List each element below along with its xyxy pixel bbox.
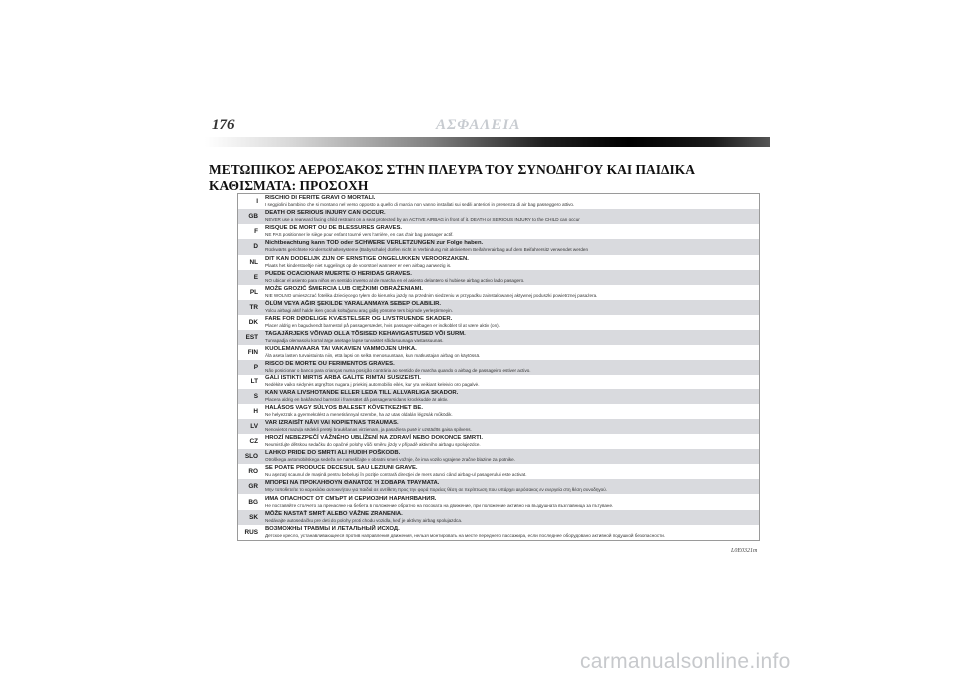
warning-heading: LAHKO PRIDE DO SMRTI ALI HUDIH POŠKODB. <box>265 450 401 457</box>
warning-detail: Rückwärts gerichtete Kinderrückhaltesysteme (Babyschale) dürfen nicht in Verbindung mit aktiviertem Beifahrerairbag auf dem Beifahrersitz verwendet werden <box>265 247 588 253</box>
section-title: ΜΕΤΩΠΙΚΟΣ ΑΕΡΟΣΑΚΟΣ ΣΤΗΝ ΠΛΕΥΡΑ ΤΟΥ ΣΥΝΟΔΗΓΟΥ ΚΑΙ ΠΑΙΔΙΚΑ ΚΑΘΙΣΜΑΤΑ: ΠΡΟΣΟΧΗ <box>209 162 695 193</box>
warning-detail: Ne helyezzük a gyermekülést a menetiránnyal szembe, ha az utas oldalán légzsák működik. <box>265 412 453 418</box>
warning-text <box>260 224 759 239</box>
warning-row-pl <box>238 285 759 300</box>
warning-row-d <box>238 239 759 255</box>
warning-row-slo <box>238 449 759 464</box>
warning-text <box>260 389 759 404</box>
warning-detail: Turvapadja olemasolu korral ärge asetage lapse turvaistet sõidusuunaga vastassuunas. <box>265 337 444 343</box>
warning-row-dk <box>238 315 759 330</box>
warning-row-rus <box>238 525 759 540</box>
warning-row-cz <box>238 434 759 449</box>
warning-heading: RISCHIO DI FERITE GRAVI O MORTALI. <box>265 194 376 201</box>
language-code: DK <box>248 318 258 326</box>
header-rule <box>205 137 770 147</box>
warning-text <box>260 345 759 360</box>
warning-heading: MOŻE GROZIĆ ŚMIERCIA LUB CIĘŻKIMI OBRAŻENIAMI. <box>265 285 423 292</box>
language-code: TR <box>249 303 258 311</box>
watermark[interactable]: carmanualsonline.info <box>580 650 791 673</box>
language-code: FIN <box>247 348 258 356</box>
warning-detail: Plaats het kinderstoeltje niet ruggelings op de voorstoel wanneer er een airbag aanwezig is. <box>265 262 452 268</box>
warning-heading: KUOLEMANVAARA TAI VAKAVIEN VAMMOJEN UHKA. <box>265 345 417 352</box>
language-code: CZ <box>249 438 258 446</box>
language-code: S <box>253 393 258 401</box>
warning-detail: Μην τοποθετείτε το καρεκλάκι αυτοκινήτου για παιδιά σε αντίθετη προς την φορά πορείας θέση σε περίπτωση που υπάρχει αερόσακος εν ενεργεία στη θέση συνοδηγού. <box>265 487 608 493</box>
language-code: F <box>254 227 258 235</box>
warning-row-gr <box>238 479 759 494</box>
language-code: EST <box>245 333 258 341</box>
warning-detail: Neumisťujte dětskou sedačku do opačné polohy vůči směru jízdy v případě aktivního airbagu spolujezdce. <box>265 442 481 448</box>
warning-text <box>260 375 759 390</box>
warning-detail: NO ubicar el asiento para niños en sentido inverso al de marcha en el asiento delantero si hubiese airbag activo lado pasagero. <box>265 277 525 283</box>
warning-heading: SE POATE PRODUCE DECESUL SAU LEZIUNI GRAVE. <box>265 465 418 472</box>
warning-row-tr <box>238 300 759 315</box>
warning-text <box>260 360 759 375</box>
warning-heading: MÔŽE NASTAŤ SMRŤ ALEBO VÁŽNE ZRANENIA. <box>265 511 403 518</box>
warning-text <box>260 270 759 285</box>
warning-detail: I seggiolini bambino che si montano nel verso opposto a quello di marcia non vanno installati sui sedili anteriori in presenza di air bag passeggero attivo. <box>265 201 575 207</box>
warning-row-sk <box>238 510 759 525</box>
language-code: I <box>256 197 258 205</box>
warning-text <box>260 464 759 479</box>
warning-detail: NE PAS positionner le siège pour enfant tourné vers l'arrière, en cas d'air bag passager actif. <box>265 231 454 237</box>
warning-heading: VAR IZRAISĪT NĀVI VAI NOPIETNAS TRAUMAS. <box>265 420 399 427</box>
warning-text <box>260 255 759 270</box>
warning-heading: DEATH OR SERIOUS INJURY CAN OCCUR. <box>265 209 386 216</box>
warning-heading: DIT KAN DODELIJK ZIJN OF ERNSTIGE ONGELUKKEN VEROORZAKEN. <box>265 255 469 262</box>
warning-text <box>260 315 759 330</box>
header-title: ΑΣΦΑΛΕΙΑ <box>436 117 521 133</box>
page-number: 176 <box>212 117 235 133</box>
warning-text <box>260 300 759 315</box>
warning-heading: ÖLÜM VEYA AĞIR ŞEKILDE YARALANMAYA SEBEP OLABILIR. <box>265 300 441 307</box>
warning-detail: NIE WOLNO umieszczać fotelika dziecięcego tyłem do kierunku jazdy na przednim siedzeniu w przypadku zainstalowanej aktywnej poduszki powietrznej pasażera. <box>265 292 598 298</box>
warning-row-i <box>238 194 759 209</box>
warning-row-bg <box>238 494 759 510</box>
language-code: D <box>253 243 258 251</box>
language-code: SLO <box>244 453 258 461</box>
warning-detail: Placera aldrig en bakåtvänd barnstol i framsätet då passagerarsidans krockkudde är aktiv. <box>265 397 448 403</box>
warning-text <box>260 209 759 224</box>
figure-reference: L0E0321m <box>731 548 758 554</box>
warning-text <box>260 434 759 449</box>
warning-text <box>260 404 759 419</box>
warning-detail: Детское кресло, устанавливающееся против направления движения, нельзя монтировать на месте переднего пассажира, если последнее оборудовано активной подушкой безопасности. <box>265 533 666 539</box>
warning-row-ro <box>238 464 759 479</box>
warning-row-e <box>238 270 759 285</box>
language-code: PL <box>249 288 258 296</box>
warning-detail: Не поставяйте столчето за пренасяне на бебета в положение обратно на посоката на движение, при положение активно на въздушната възглавница за пътуване. <box>265 502 614 508</box>
warning-text <box>260 479 759 494</box>
warning-heading: GALI IŠTIKTI MIRTIS ARBA GALITE RIMTAI SUSIŽEISTI. <box>265 375 421 382</box>
warning-row-h <box>238 404 759 419</box>
warning-heading: PUEDE OCACIONAR MUERTE O HERIDAS GRAVES. <box>265 270 412 277</box>
warning-row-gb <box>238 209 759 224</box>
language-code: RUS <box>244 529 258 537</box>
warning-detail: NEVER use a rearward facing child restraint on a seat protected by an ACTIVE AIRBAG in front of it. DEATH or SERIOUS INJURY to the CHILD can occur <box>265 216 580 222</box>
warning-detail: Älä aseta lasten turvaistuinta niin, että lapsi on selkä menosuuntaan, kun matkustajan airbag on käytössä. <box>265 352 481 358</box>
warning-row-lt <box>238 375 759 390</box>
warning-heading: ВОЗМОЖНЫ ТРАВМЫ И ЛЕТАЛЬНЫЙ ИСХОД. <box>265 526 400 533</box>
warning-row-lv <box>238 419 759 434</box>
warning-heading: ΜΠΟΡΕΙ ΝΑ ΠΡΟΚΛΗΘΟΥΝ ΘΑΝΑΤΟΣ Ή ΣΟΒΑΡΑ ΤΡΑΥΜΑΤΑ. <box>265 480 440 487</box>
warning-text <box>260 449 759 464</box>
language-code: LT <box>250 378 258 386</box>
warning-heading: KAN VARA LIVSHOTANDE ELLER LEDA TILL ALLVARLIGA SKADOR. <box>265 390 459 397</box>
warning-row-f <box>238 224 759 239</box>
language-code: NL <box>249 258 258 266</box>
warning-text <box>260 239 759 255</box>
warning-detail: Nu aşezaţi scaunul de mașină pentru bebeluşi în poziţie contrară direcţiei de mers atunci când airbag-ul pasagerului este activat. <box>265 472 527 478</box>
warning-heading: TAGAJÄRJEKS VÕIVAD OLLA TÕSISED KEHAVIGASTUSED VÕI SURM. <box>265 330 466 337</box>
language-code: BG <box>248 498 258 506</box>
warning-detail: Não posicionar o banco para crianças numa posição contrária ao sentido de marcha quando o airbag de passageiro estiver activo. <box>265 367 531 373</box>
warning-heading: ИМА ОПАСНОСТ ОТ СМЪРТ И СЕРИОЗНИ НАРАНЯВАНИЯ. <box>265 495 437 502</box>
warning-text <box>260 494 759 510</box>
warning-text <box>260 285 759 300</box>
warning-text <box>260 419 759 434</box>
warning-row-s <box>238 389 759 404</box>
warning-detail: Otroškega avtomobilskega sedeža ne nameščajte v obratni smeri vožnje, če ima vozilo vgrajene zračne blazine za potnike. <box>265 457 515 463</box>
warning-text <box>260 510 759 525</box>
warning-heading: HROZÍ NEBEZPEČÍ VÁŽNÉHO UBLÍŽENÍ NA ZDRAVÍ NEBO DOKONCE SMRTI. <box>265 435 483 442</box>
warning-detail: Nedávajte autosedačku pre deti do polohy proti chodu vozidla, keď je aktívny airbag spolujazdca. <box>265 518 463 524</box>
language-code: RO <box>248 468 258 476</box>
warning-detail: Nenovietot mazuļa sēdekli pretēji braukšanas virzienam, ja pasažiera pusē ir uzstādīts gaisa spilvens. <box>265 427 472 433</box>
language-code: H <box>253 408 258 416</box>
language-code: E <box>253 273 258 281</box>
language-code: GB <box>248 212 258 220</box>
warning-heading: HALÁSOS VAGY SÚLYOS BALESET KÖVETKEZHET BE. <box>265 405 423 412</box>
language-code: GR <box>248 483 258 491</box>
warning-heading: RISQUE DE MORT OU DE BLESSURES GRAVES. <box>265 224 403 231</box>
warning-heading: FARE FOR DØDELIGE KVÆSTELSER OG LIVSTRUENDE SKADER. <box>265 315 453 322</box>
warning-detail: Nedėkite vaiko sėdynės atgręžtos nugara į priekinį automobilio eilės, kur yra veikiant keleivio oro pagalvė. <box>265 382 480 388</box>
warning-row-p <box>238 360 759 375</box>
warning-heading: RISCO DE MORTE OU FERIMENTOS GRAVES. <box>265 360 395 367</box>
warning-row-fin <box>238 345 759 360</box>
warning-text <box>260 194 759 209</box>
warning-detail: Placer aldrig en bagudvendt barnestol på passagersædet, hvis passager-airbagen er indkoblet til at være aktiv (on). <box>265 322 500 328</box>
warning-detail: Yolcu airbagi aktif halde iken çocuk koltuğunu araç gidiş yönüme ters biçimde yerleştirmeyin. <box>265 307 454 313</box>
warning-text <box>260 330 759 345</box>
language-code: P <box>253 363 258 371</box>
warning-table <box>237 193 760 541</box>
language-code: SK <box>249 514 258 522</box>
warning-row-nl <box>238 255 759 270</box>
warning-row-est <box>238 330 759 345</box>
warning-text <box>260 525 759 540</box>
warning-heading: Nichtbeachtung kann TOD oder SCHWERE VERLETZUNGEN zur Folge haben. <box>265 240 484 247</box>
language-code: LV <box>250 423 258 431</box>
